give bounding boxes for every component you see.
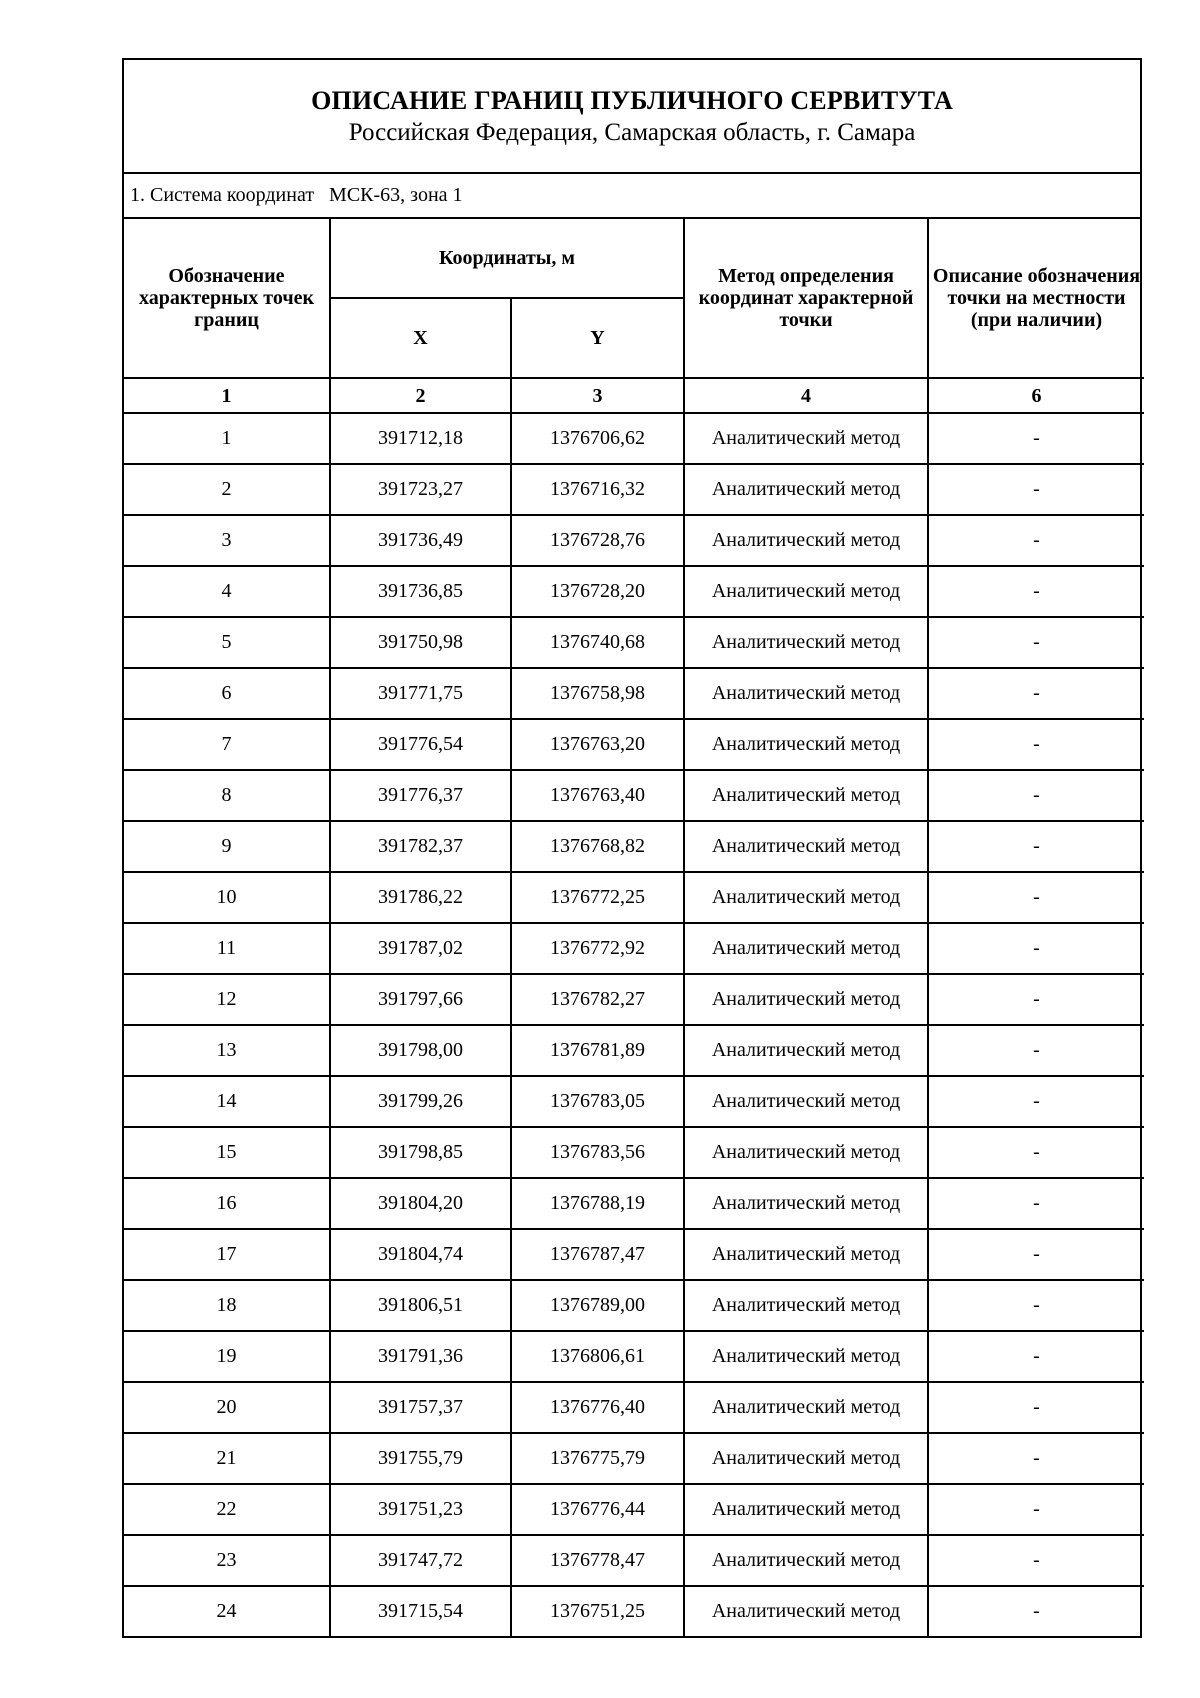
cell-method: Аналитический метод xyxy=(684,1025,928,1076)
document-subtitle: Российская Федерация, Самарская область, г. Самара xyxy=(348,119,916,146)
cell-method: Аналитический метод xyxy=(684,668,928,719)
cell-point: 21 xyxy=(124,1433,330,1484)
cell-method: Аналитический метод xyxy=(684,617,928,668)
cell-point: 22 xyxy=(124,1484,330,1535)
header-point: Обозначение характерных точек границ xyxy=(124,219,330,378)
cell-description: - xyxy=(928,515,1144,566)
cell-x: 391798,00 xyxy=(330,1025,511,1076)
cell-method: Аналитический метод xyxy=(684,464,928,515)
cell-method: Аналитический метод xyxy=(684,770,928,821)
cell-x: 391776,54 xyxy=(330,719,511,770)
cell-point: 18 xyxy=(124,1280,330,1331)
cell-x: 391715,54 xyxy=(330,1586,511,1636)
cell-description: - xyxy=(928,566,1144,617)
cell-method: Аналитический метод xyxy=(684,515,928,566)
cell-x: 391786,22 xyxy=(330,872,511,923)
cell-y: 1376763,40 xyxy=(511,770,684,821)
cell-description: - xyxy=(928,1484,1144,1535)
cell-y: 1376706,62 xyxy=(511,413,684,464)
table-row xyxy=(124,770,1144,821)
cell-x: 391771,75 xyxy=(330,668,511,719)
cell-method: Аналитический метод xyxy=(684,1076,928,1127)
cell-point: 17 xyxy=(124,1229,330,1280)
cell-x: 391804,74 xyxy=(330,1229,511,1280)
cell-x: 391797,66 xyxy=(330,974,511,1025)
cell-method: Аналитический метод xyxy=(684,1586,928,1636)
column-number: 2 xyxy=(330,378,511,413)
table-row xyxy=(124,974,1144,1025)
cell-x: 391712,18 xyxy=(330,413,511,464)
cell-y: 1376728,76 xyxy=(511,515,684,566)
document-title: ОПИСАНИЕ ГРАНИЦ ПУБЛИЧНОГО СЕРВИТУТА xyxy=(311,86,953,115)
cell-x: 391723,27 xyxy=(330,464,511,515)
cell-x: 391804,20 xyxy=(330,1178,511,1229)
table-row xyxy=(124,1127,1144,1178)
cell-description: - xyxy=(928,1382,1144,1433)
cell-method: Аналитический метод xyxy=(684,1280,928,1331)
cell-description: - xyxy=(928,1229,1144,1280)
cell-point: 5 xyxy=(124,617,330,668)
cell-x: 391747,72 xyxy=(330,1535,511,1586)
cell-y: 1376781,89 xyxy=(511,1025,684,1076)
table-row xyxy=(124,1433,1144,1484)
cell-method: Аналитический метод xyxy=(684,974,928,1025)
cell-y: 1376806,61 xyxy=(511,1331,684,1382)
header-method: Метод определения координат характерной точки xyxy=(684,219,928,378)
coordinate-system-line: 1. Система координат МСК-63, зона 1 xyxy=(124,174,1140,219)
title-block xyxy=(124,60,1140,174)
cell-method: Аналитический метод xyxy=(684,413,928,464)
cell-method: Аналитический метод xyxy=(684,1535,928,1586)
coordinates-table xyxy=(124,219,1144,1636)
cell-description: - xyxy=(928,770,1144,821)
table-row xyxy=(124,464,1144,515)
cell-y: 1376783,05 xyxy=(511,1076,684,1127)
cell-x: 391776,37 xyxy=(330,770,511,821)
cell-point: 1 xyxy=(124,413,330,464)
cell-point: 6 xyxy=(124,668,330,719)
table-row xyxy=(124,1331,1144,1382)
column-number: 4 xyxy=(684,378,928,413)
cell-point: 15 xyxy=(124,1127,330,1178)
cell-method: Аналитический метод xyxy=(684,1127,928,1178)
cell-y: 1376768,82 xyxy=(511,821,684,872)
cell-description: - xyxy=(928,719,1144,770)
cell-point: 20 xyxy=(124,1382,330,1433)
cell-point: 23 xyxy=(124,1535,330,1586)
cell-method: Аналитический метод xyxy=(684,923,928,974)
cell-point: 8 xyxy=(124,770,330,821)
cell-y: 1376716,32 xyxy=(511,464,684,515)
cell-description: - xyxy=(928,1076,1144,1127)
cell-x: 391755,79 xyxy=(330,1433,511,1484)
table-row xyxy=(124,1382,1144,1433)
table-row xyxy=(124,1280,1144,1331)
cell-point: 10 xyxy=(124,872,330,923)
cell-point: 24 xyxy=(124,1586,330,1636)
cell-method: Аналитический метод xyxy=(684,719,928,770)
cell-y: 1376751,25 xyxy=(511,1586,684,1636)
cell-description: - xyxy=(928,1331,1144,1382)
cell-x: 391787,02 xyxy=(330,923,511,974)
cell-point: 14 xyxy=(124,1076,330,1127)
header-y: Y xyxy=(511,298,684,378)
cell-point: 4 xyxy=(124,566,330,617)
cell-description: - xyxy=(928,1433,1144,1484)
cell-y: 1376776,44 xyxy=(511,1484,684,1535)
cell-y: 1376763,20 xyxy=(511,719,684,770)
cell-x: 391791,36 xyxy=(330,1331,511,1382)
cell-y: 1376787,47 xyxy=(511,1229,684,1280)
cell-method: Аналитический метод xyxy=(684,1433,928,1484)
cell-y: 1376782,27 xyxy=(511,974,684,1025)
cell-point: 16 xyxy=(124,1178,330,1229)
cell-y: 1376728,20 xyxy=(511,566,684,617)
cell-method: Аналитический метод xyxy=(684,1484,928,1535)
cell-description: - xyxy=(928,974,1144,1025)
cell-point: 11 xyxy=(124,923,330,974)
table-row xyxy=(124,872,1144,923)
cell-method: Аналитический метод xyxy=(684,1331,928,1382)
cell-method: Аналитический метод xyxy=(684,1229,928,1280)
table-row xyxy=(124,821,1144,872)
table-row xyxy=(124,1586,1144,1636)
cell-x: 391757,37 xyxy=(330,1382,511,1433)
cell-point: 19 xyxy=(124,1331,330,1382)
table-row xyxy=(124,515,1144,566)
cell-description: - xyxy=(928,821,1144,872)
cell-y: 1376740,68 xyxy=(511,617,684,668)
cell-x: 391750,98 xyxy=(330,617,511,668)
cell-x: 391736,85 xyxy=(330,566,511,617)
cell-y: 1376776,40 xyxy=(511,1382,684,1433)
table-row xyxy=(124,1025,1144,1076)
cell-x: 391751,23 xyxy=(330,1484,511,1535)
cell-point: 7 xyxy=(124,719,330,770)
table-row xyxy=(124,1229,1144,1280)
cell-description: - xyxy=(928,1178,1144,1229)
cell-y: 1376789,00 xyxy=(511,1280,684,1331)
cell-method: Аналитический метод xyxy=(684,1178,928,1229)
table-row xyxy=(124,1484,1144,1535)
table-row xyxy=(124,719,1144,770)
table-row xyxy=(124,413,1144,464)
header-x: X xyxy=(330,298,511,378)
cell-description: - xyxy=(928,872,1144,923)
table-body xyxy=(124,413,1144,1636)
cell-point: 12 xyxy=(124,974,330,1025)
cell-description: - xyxy=(928,464,1144,515)
cell-description: - xyxy=(928,923,1144,974)
cell-y: 1376758,98 xyxy=(511,668,684,719)
cell-y: 1376772,25 xyxy=(511,872,684,923)
header-coordinates: Координаты, м xyxy=(330,219,684,298)
cell-y: 1376772,92 xyxy=(511,923,684,974)
cell-x: 391798,85 xyxy=(330,1127,511,1178)
cell-y: 1376778,47 xyxy=(511,1535,684,1586)
cell-x: 391799,26 xyxy=(330,1076,511,1127)
table-row xyxy=(124,923,1144,974)
cell-y: 1376783,56 xyxy=(511,1127,684,1178)
document-frame xyxy=(122,58,1142,1638)
table-row xyxy=(124,1535,1144,1586)
cell-description: - xyxy=(928,1127,1144,1178)
cell-description: - xyxy=(928,668,1144,719)
table-row xyxy=(124,1178,1144,1229)
cell-x: 391806,51 xyxy=(330,1280,511,1331)
table-row xyxy=(124,566,1144,617)
cell-description: - xyxy=(928,1586,1144,1636)
cell-y: 1376775,79 xyxy=(511,1433,684,1484)
cell-method: Аналитический метод xyxy=(684,821,928,872)
header-description: Описание обозначения точки на местности (при наличии) xyxy=(928,219,1144,378)
cell-point: 13 xyxy=(124,1025,330,1076)
cell-point: 2 xyxy=(124,464,330,515)
cell-y: 1376788,19 xyxy=(511,1178,684,1229)
cell-description: - xyxy=(928,413,1144,464)
cell-description: - xyxy=(928,617,1144,668)
column-number: 6 xyxy=(928,378,1144,413)
cell-description: - xyxy=(928,1280,1144,1331)
cell-method: Аналитический метод xyxy=(684,872,928,923)
table-row xyxy=(124,1076,1144,1127)
cell-description: - xyxy=(928,1535,1144,1586)
table-row xyxy=(124,617,1144,668)
cell-x: 391782,37 xyxy=(330,821,511,872)
cell-point: 3 xyxy=(124,515,330,566)
column-number: 3 xyxy=(511,378,684,413)
cell-method: Аналитический метод xyxy=(684,1382,928,1433)
cell-method: Аналитический метод xyxy=(684,566,928,617)
cell-x: 391736,49 xyxy=(330,515,511,566)
column-number: 1 xyxy=(124,378,330,413)
table-row xyxy=(124,668,1144,719)
cell-description: - xyxy=(928,1025,1144,1076)
cell-point: 9 xyxy=(124,821,330,872)
